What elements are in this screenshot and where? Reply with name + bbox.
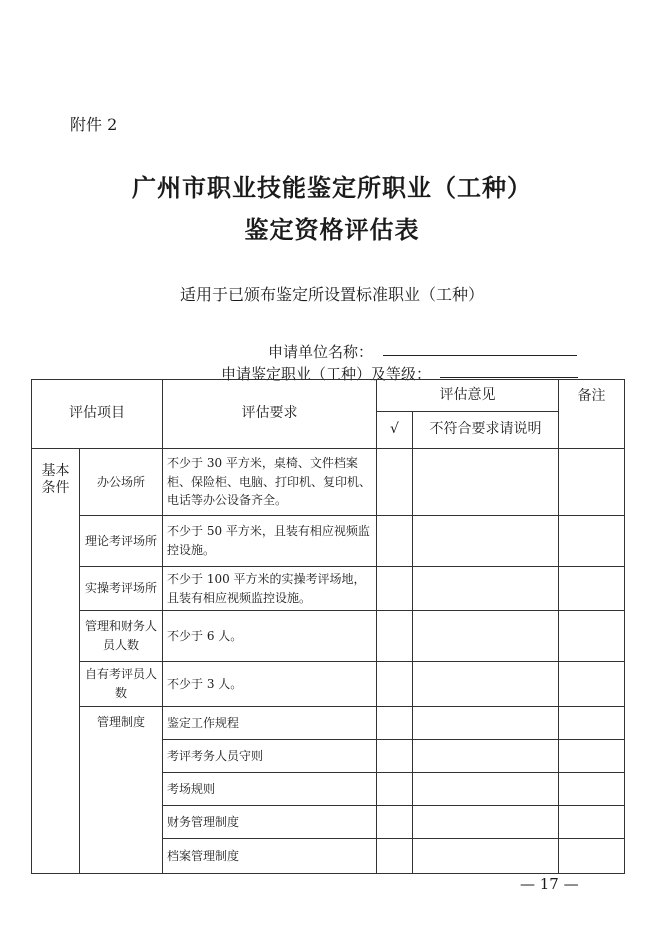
document-title-line2: 鉴定资格评估表	[244, 215, 420, 244]
item-cell: 办公场所	[80, 449, 163, 516]
explanation-cell[interactable]	[413, 449, 559, 516]
note-cell[interactable]	[559, 740, 625, 773]
check-cell[interactable]	[377, 773, 413, 806]
explanation-cell[interactable]	[413, 839, 559, 874]
page-number: — 17 —	[520, 875, 579, 893]
header-requirement: 评估要求	[163, 380, 377, 449]
unit-name-field[interactable]	[383, 355, 577, 356]
item-cell: 管理和财务人员人数	[80, 611, 163, 662]
check-cell[interactable]	[377, 449, 413, 516]
requirement-cell: 鉴定工作规程	[163, 707, 377, 740]
note-cell[interactable]	[559, 516, 625, 567]
check-cell[interactable]	[377, 839, 413, 874]
item-cell: 自有考评员人数	[80, 662, 163, 707]
table-row	[32, 611, 625, 662]
header-item: 评估项目	[32, 380, 163, 449]
check-cell[interactable]	[377, 740, 413, 773]
requirement-cell: 不少于 3 人。	[163, 662, 377, 707]
header-check: √	[377, 412, 413, 449]
assessment-table	[31, 379, 625, 874]
note-cell[interactable]	[559, 806, 625, 839]
category-label: 基本条件	[41, 463, 70, 496]
note-cell[interactable]	[559, 567, 625, 611]
note-cell[interactable]	[559, 662, 625, 707]
requirement-cell: 考场规则	[163, 773, 377, 806]
check-cell[interactable]	[377, 567, 413, 611]
occupation-label: 申请鉴定职业（工种）及等级：	[220, 365, 431, 383]
table-row	[32, 516, 625, 567]
check-cell[interactable]	[377, 516, 413, 567]
header-note: 备注	[559, 380, 625, 449]
check-cell[interactable]	[377, 662, 413, 707]
check-cell[interactable]	[377, 611, 413, 662]
requirement-cell: 档案管理制度	[163, 839, 377, 874]
note-cell[interactable]	[559, 611, 625, 662]
requirement-cell: 考评考务人员守则	[163, 740, 377, 773]
explanation-cell[interactable]	[413, 662, 559, 707]
explanation-cell[interactable]	[413, 567, 559, 611]
category-cell	[32, 449, 80, 874]
unit-name-label: 申请单位名称：	[267, 343, 373, 361]
management-item-cell: 管理制度	[80, 707, 163, 874]
header-opinion: 评估意见	[377, 380, 559, 412]
explanation-cell[interactable]	[413, 806, 559, 839]
note-cell[interactable]	[559, 707, 625, 740]
document-subtitle: 适用于已颁布鉴定所设置标准职业（工种）	[179, 285, 484, 304]
requirement-cell: 不少于 6 人。	[163, 611, 377, 662]
requirement-cell: 不少于 30 平方米，桌椅、文件档案柜、保险柜、电脑、打印机、复印机、电话等办公设备齐全。	[163, 449, 377, 516]
table-row	[32, 567, 625, 611]
note-cell[interactable]	[559, 839, 625, 874]
requirement-cell: 财务管理制度	[163, 806, 377, 839]
requirement-cell: 不少于 100 平方米的实操考评场地，且装有相应视频监控设施。	[163, 567, 377, 611]
item-cell: 理论考评场所	[80, 516, 163, 567]
explanation-cell[interactable]	[413, 707, 559, 740]
occupation-field[interactable]	[440, 377, 578, 378]
header-noncompliance: 不符合要求请说明	[413, 412, 559, 449]
explanation-cell[interactable]	[413, 773, 559, 806]
note-cell[interactable]	[559, 449, 625, 516]
check-cell[interactable]	[377, 806, 413, 839]
document-title: 广州市职业技能鉴定所职业（工种）	[132, 173, 532, 202]
explanation-cell[interactable]	[413, 611, 559, 662]
table-row	[32, 707, 625, 740]
explanation-cell[interactable]	[413, 740, 559, 773]
explanation-cell[interactable]	[413, 516, 559, 567]
requirement-cell: 不少于 50 平方米，且装有相应视频监控设施。	[163, 516, 377, 567]
item-cell: 实操考评场所	[80, 567, 163, 611]
table-row	[32, 449, 625, 516]
table-row	[32, 662, 625, 707]
note-cell[interactable]	[559, 773, 625, 806]
attachment-label: 附件 2	[70, 115, 118, 134]
check-cell[interactable]	[377, 707, 413, 740]
